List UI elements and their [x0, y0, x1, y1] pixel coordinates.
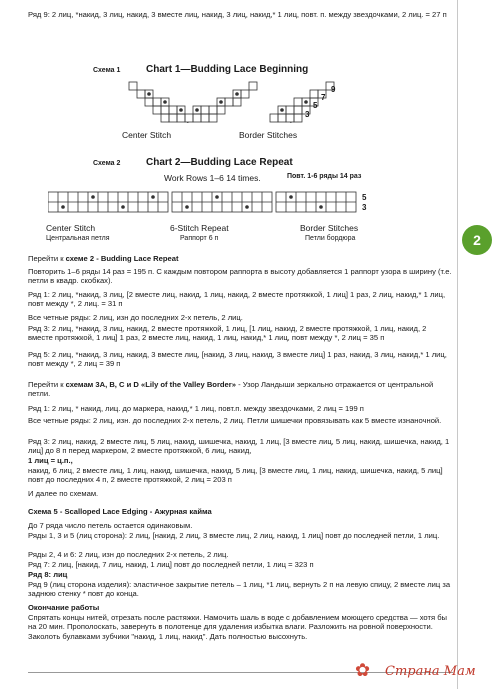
scheme3-center-stitch: 1 лиц = ц.п.,: [28, 456, 73, 465]
scheme5-line: До 7 ряда число петель остается одинаковым.: [28, 521, 193, 530]
chart1-row-num: 3: [305, 110, 310, 119]
scheme3-row1: Ряд 1: 2 лиц, * накид, лиц. до маркера, накид,* 1 лиц, повт.п. между звездочками, 2 лиц = 199 п: [28, 404, 364, 413]
chart1-title: Chart 1—Budding Lace Beginning: [146, 64, 309, 75]
scheme2-even-rows: Все четные ряды: 2 лиц, изн до последних 2-х петель, 2 лиц.: [28, 313, 243, 322]
section-scheme3-heading: [28, 380, 453, 399]
chart2-repeat-label: 6-Stitch Repeat: [170, 223, 229, 233]
scheme3-row3: Ряд 3: 2 лиц, накид, 2 вместе лиц, 5 лиц, накид, шишечка, накид, 1 лиц, [3 вместе лиц, 5 лиц, накид, шишечка, накид, 1 лиц] до 8 п перед маркером, 2 вместе протяжкой, 6 лиц, накид,: [28, 437, 450, 456]
heading-bold: схеме 2 - Budding Lace Repeat: [65, 254, 179, 263]
chart2-border-label-ru: Петли бордюра: [305, 235, 356, 242]
watermark-logo: Страна Мам: [385, 664, 476, 679]
finish-text: Спрятать концы нитей, отрезать после растяжки. Намочить шаль в воде с добавлением моющего средства — хотя бы на 20 мин. Прополоскать, завернуть в полотенце для удаления избытка влаги. Разложить на ровной поверхности. Заколоть булавками зубчики "накид, 1 лиц, накид". Дать полностью высохнуть.: [28, 613, 448, 641]
heading-prefix: Перейти к: [28, 380, 66, 389]
chart1-center-label: Center Stitch: [122, 130, 172, 140]
chart1-row-num: 7: [321, 93, 326, 102]
scheme3-row3-cont: накид, 6 лиц, 2 вместе лиц, 1 лиц, накид, шишечка, накид, 5 лиц, [3 вместе лиц, 1 лиц, накид, шишечка, накид, 5 лиц] повт до последних 4 п, 2 вместе протяжкой, 2 лиц = 203 п: [28, 466, 443, 485]
chart1-border-label: Border Stitches: [239, 130, 298, 140]
chart1-row-num: 9: [331, 85, 336, 94]
finish-heading: Окончание работы: [28, 603, 100, 612]
chart2-center-label-ru: Центральная петля: [46, 235, 110, 242]
scheme3-even-rows: Все четные ряды: 2 лиц, изн. до последних 2-х петель, 2 лиц. Петли шишечки провязывать как 5 вместе изнаночной.: [28, 416, 442, 425]
scheme5-rows135: Ряды 1, 3 и 5 (лиц сторона): 2 лиц, [накид, 2 лиц, 3 вместе лиц, 2 лиц, накид, 1 лиц] повт до последней петли, 1 лиц.: [28, 531, 440, 540]
chart1-scheme-label: Схема 1: [93, 67, 121, 74]
chart2-scheme-label: Схема 2: [93, 160, 121, 167]
heading-bold: схемам 3А, В, С и D «Lily of the Valley Border»: [65, 380, 236, 389]
row9-text: Ряд 9: 2 лиц, *накид, 3 лиц, накид, 3 вместе лиц, накид, 3 лиц, накид,* 1 лиц, повт. п. между звездочками, 2 лиц. = 27 п: [28, 10, 447, 19]
scheme2-paragraph: Повторить 1–6 ряды 14 раз = 195 п. С каждым повтором раппорта в высоту добавляется 1 раппорт узора в ширину (т.е. петли в квадр. скобках).: [28, 267, 452, 286]
section-scheme2-heading: [28, 254, 453, 263]
watermark-flower-icon: ✿: [355, 660, 371, 680]
heading-prefix: Схема 5 -: [28, 507, 65, 516]
heading-suffix: - Узор Ландыши зеркально отражается от центральной петли.: [28, 380, 434, 399]
scheme2-row5: Ряд 5: 2 лиц, *накид, 3 лиц, накид, 3 вместе лиц, [накид, 3 лиц, накид, 3 вместе лиц] 1 раз, накид, 3 лиц, накид,* 1 лиц, повт между *, 2 лиц = 39 п: [28, 350, 447, 369]
section-scheme5-heading: [28, 507, 453, 516]
scheme5-row9: Ряд 9 (лиц сторона изделия): эластичное закрытие петель – 1 лиц, *1 лиц, вернуть 2 п на левую спицу, 2 вместе лиц за заднюю стенку * повт до конца.: [28, 580, 451, 599]
chart2-title: Chart 2—Budding Lace Repeat: [146, 157, 293, 168]
page-edge-line: [457, 0, 458, 689]
chart2-work-rows-ru: Повт. 1-6 ряды 14 раз: [287, 173, 362, 180]
chart2-repeat-label-ru: Раппорт 6 п: [180, 235, 219, 242]
page-number-badge: 2: [462, 225, 492, 255]
scheme5-rows246: Ряды 2, 4 и 6: 2 лиц, изн до последних 2-х петель, 2 лиц.: [28, 550, 229, 559]
scheme2-row3: Ряд 3: 2 лиц, *накид, 3 лиц, накид, 2 вместе протяжкой, 1 лиц, [1 лиц, накид, 2 вместе протяжкой, 1 лиц, накид, 2 вместе протяжкой, 1 лиц] 1 раз, 2 вместе лиц, накид, 1 лиц, накид,* 1 лиц, повт между *, 2 лиц = 35 п: [28, 324, 427, 343]
chart2-grid: [48, 188, 378, 218]
heading-prefix: Перейти к: [28, 254, 66, 263]
chart2-border-label: Border Stitches: [300, 223, 359, 233]
chart2-work-rows: Work Rows 1–6 14 times.: [164, 173, 261, 183]
chart2-row-num: 5: [362, 193, 367, 202]
scheme5-row7: Ряд 7: 2 лиц, [накид, 7 лиц, накид, 1 лиц] повт до последней петли, 1 лиц = 323 п: [28, 560, 314, 569]
heading-bold: Scalloped Lace Edging - Ажурная кайма: [64, 507, 212, 516]
chart2-center-label: Center Stitch: [46, 223, 96, 233]
chart1-row-num: 5: [313, 101, 318, 110]
scheme2-row1: Ряд 1: 2 лиц, *накид, 3 лиц, [2 вместе лиц, накид, 1 лиц, накид, 2 вместе протяжкой, 1 лиц] 1 раз, 2 лиц, накид,* 1 лиц, повт между *, 2 лиц. = 31 п: [28, 290, 446, 309]
chart1-grid: [90, 78, 350, 123]
scheme5-row8: Ряд 8: лиц: [28, 570, 68, 579]
scheme3-further: И далее по схемам.: [28, 489, 99, 498]
chart2-row-num: 3: [362, 203, 367, 212]
